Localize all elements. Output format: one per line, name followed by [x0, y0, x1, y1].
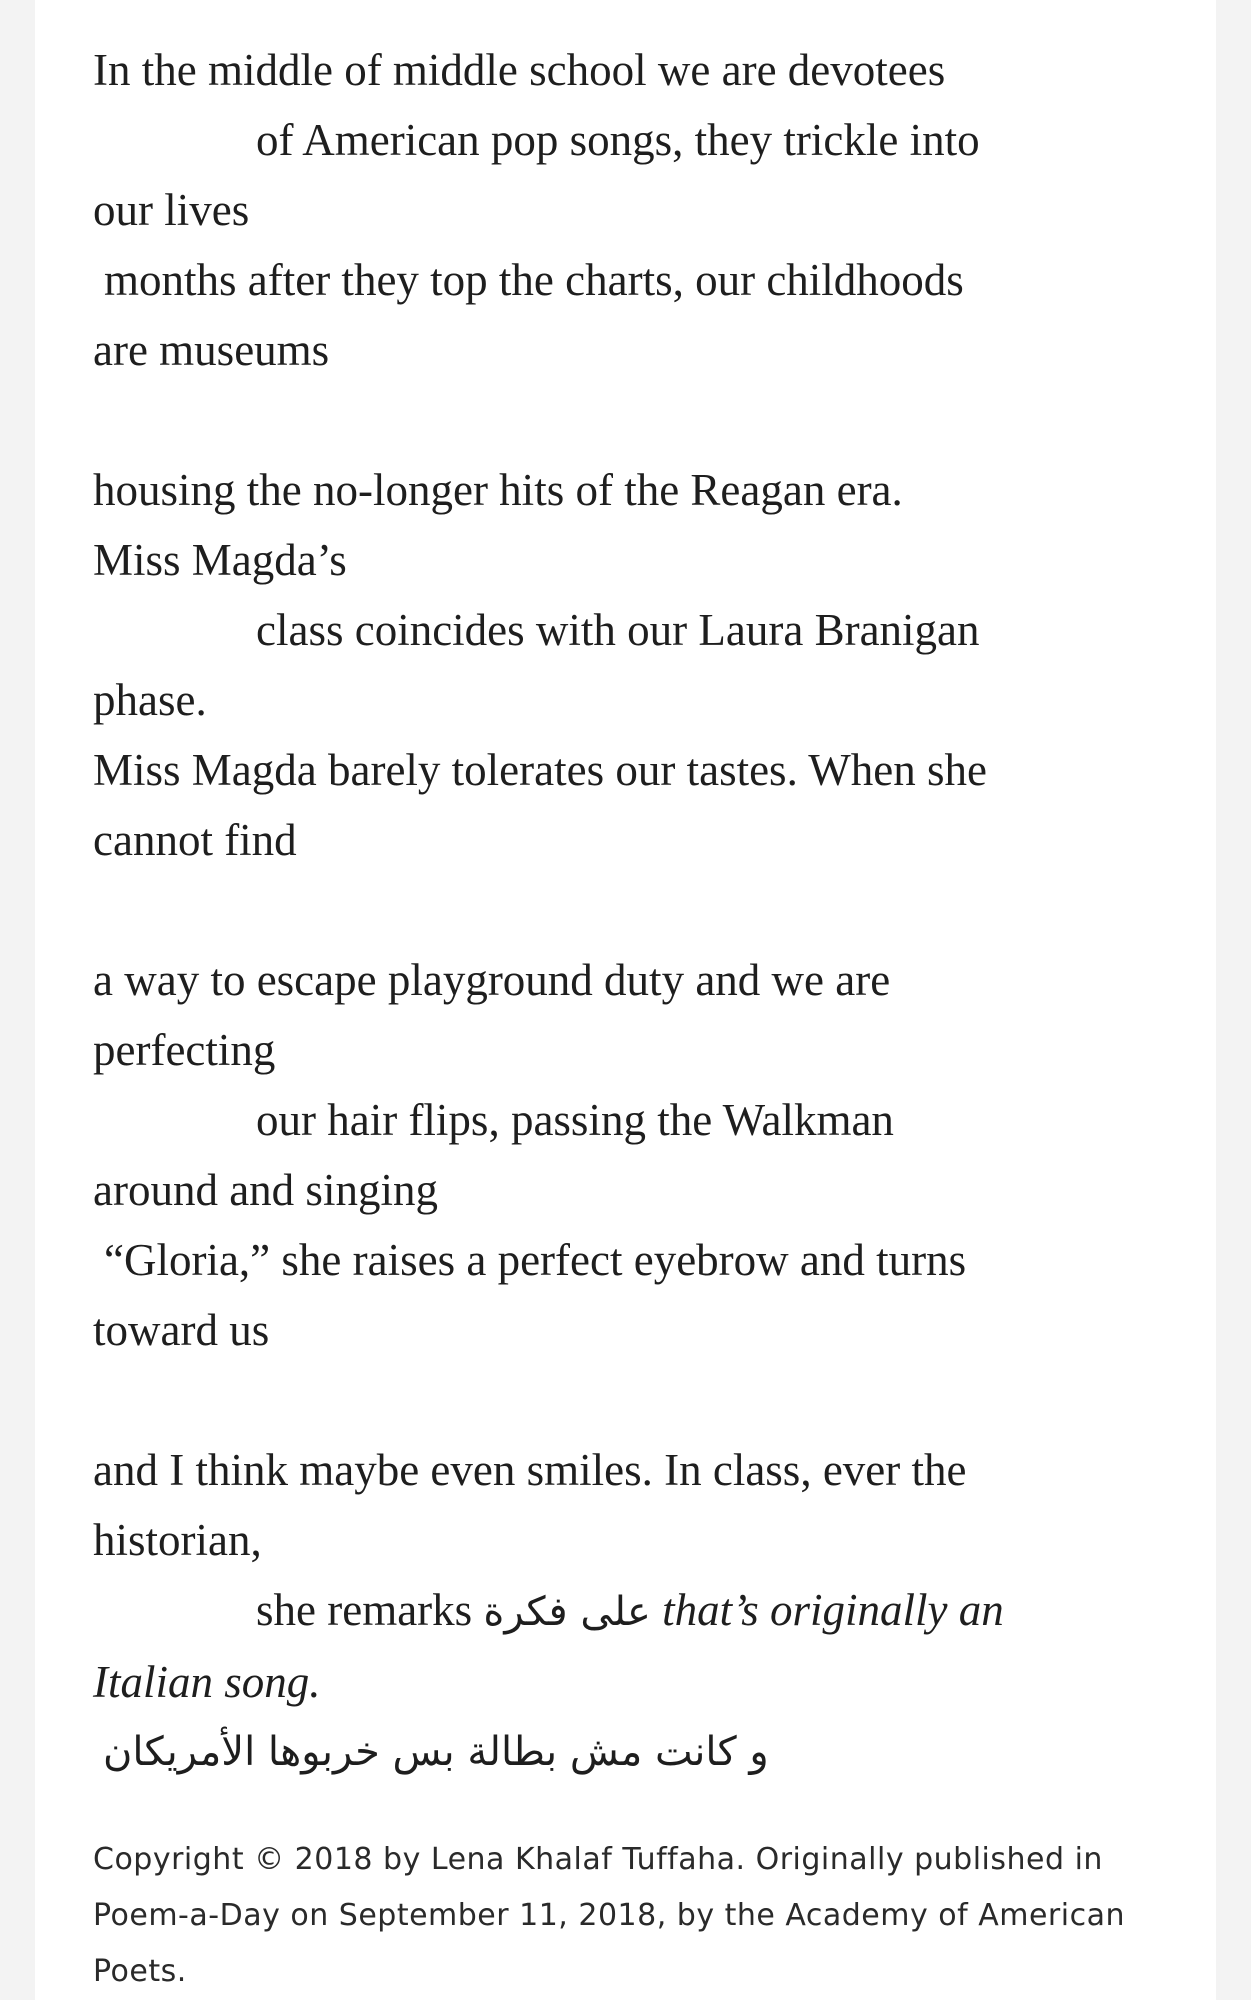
poem-line: phase.	[93, 675, 207, 725]
poem-line: months after they top the charts, our childhoods	[104, 255, 964, 305]
italic-phrase: Italian song.	[93, 1657, 321, 1707]
stanza-break	[93, 1365, 1173, 1435]
poem-line: perfecting	[93, 1025, 276, 1075]
poem-line: Miss Magda’s	[93, 535, 347, 585]
poem-line: a way to escape playground duty and we are	[93, 955, 891, 1005]
poem-line: In the middle of middle school we are devotees	[93, 45, 946, 95]
poem-line-mixed	[93, 1575, 1173, 1647]
page	[35, 0, 1216, 2000]
poem-line: historian,	[93, 1515, 262, 1565]
poem-line: class coincides with our Laura Branigan	[256, 605, 980, 655]
poem-line: are museums	[93, 325, 330, 375]
poem-line: “Gloria,” she raises a perfect eyebrow and turns	[104, 1235, 967, 1285]
poem-line: housing the no-longer hits of the Reagan era.	[93, 465, 903, 515]
arabic-phrase: على فكرة	[483, 1589, 651, 1635]
poem-line: Miss Magda barely tolerates our tastes. When she	[93, 745, 987, 795]
poem-phrase: she remarks	[256, 1585, 473, 1635]
poem-line: our hair flips, passing the Walkman	[256, 1095, 894, 1145]
poem-body	[93, 35, 1173, 1787]
poem-line: toward us	[93, 1305, 270, 1355]
stanza-break	[93, 385, 1173, 455]
stanza-break	[93, 875, 1173, 945]
copyright-notice: Copyright © 2018 by Lena Khalaf Tuffaha. Originally published in Poem-a-Day on September 11, 2018, by the Academy of American Poets.	[93, 1842, 1125, 1989]
poem-line: of American pop songs, they trickle into	[256, 115, 980, 165]
poem-line	[93, 1647, 1173, 1717]
poem-line: cannot find	[93, 815, 297, 865]
arabic-line: و كانت مش بطالة بس خربوها الأمريكان	[103, 1729, 769, 1775]
poem-line: around and singing	[93, 1165, 438, 1215]
poem-line: and I think maybe even smiles. In class, ever the	[93, 1445, 967, 1495]
poem-line: our lives	[93, 185, 250, 235]
italic-phrase: that’s originally an	[662, 1585, 1004, 1635]
